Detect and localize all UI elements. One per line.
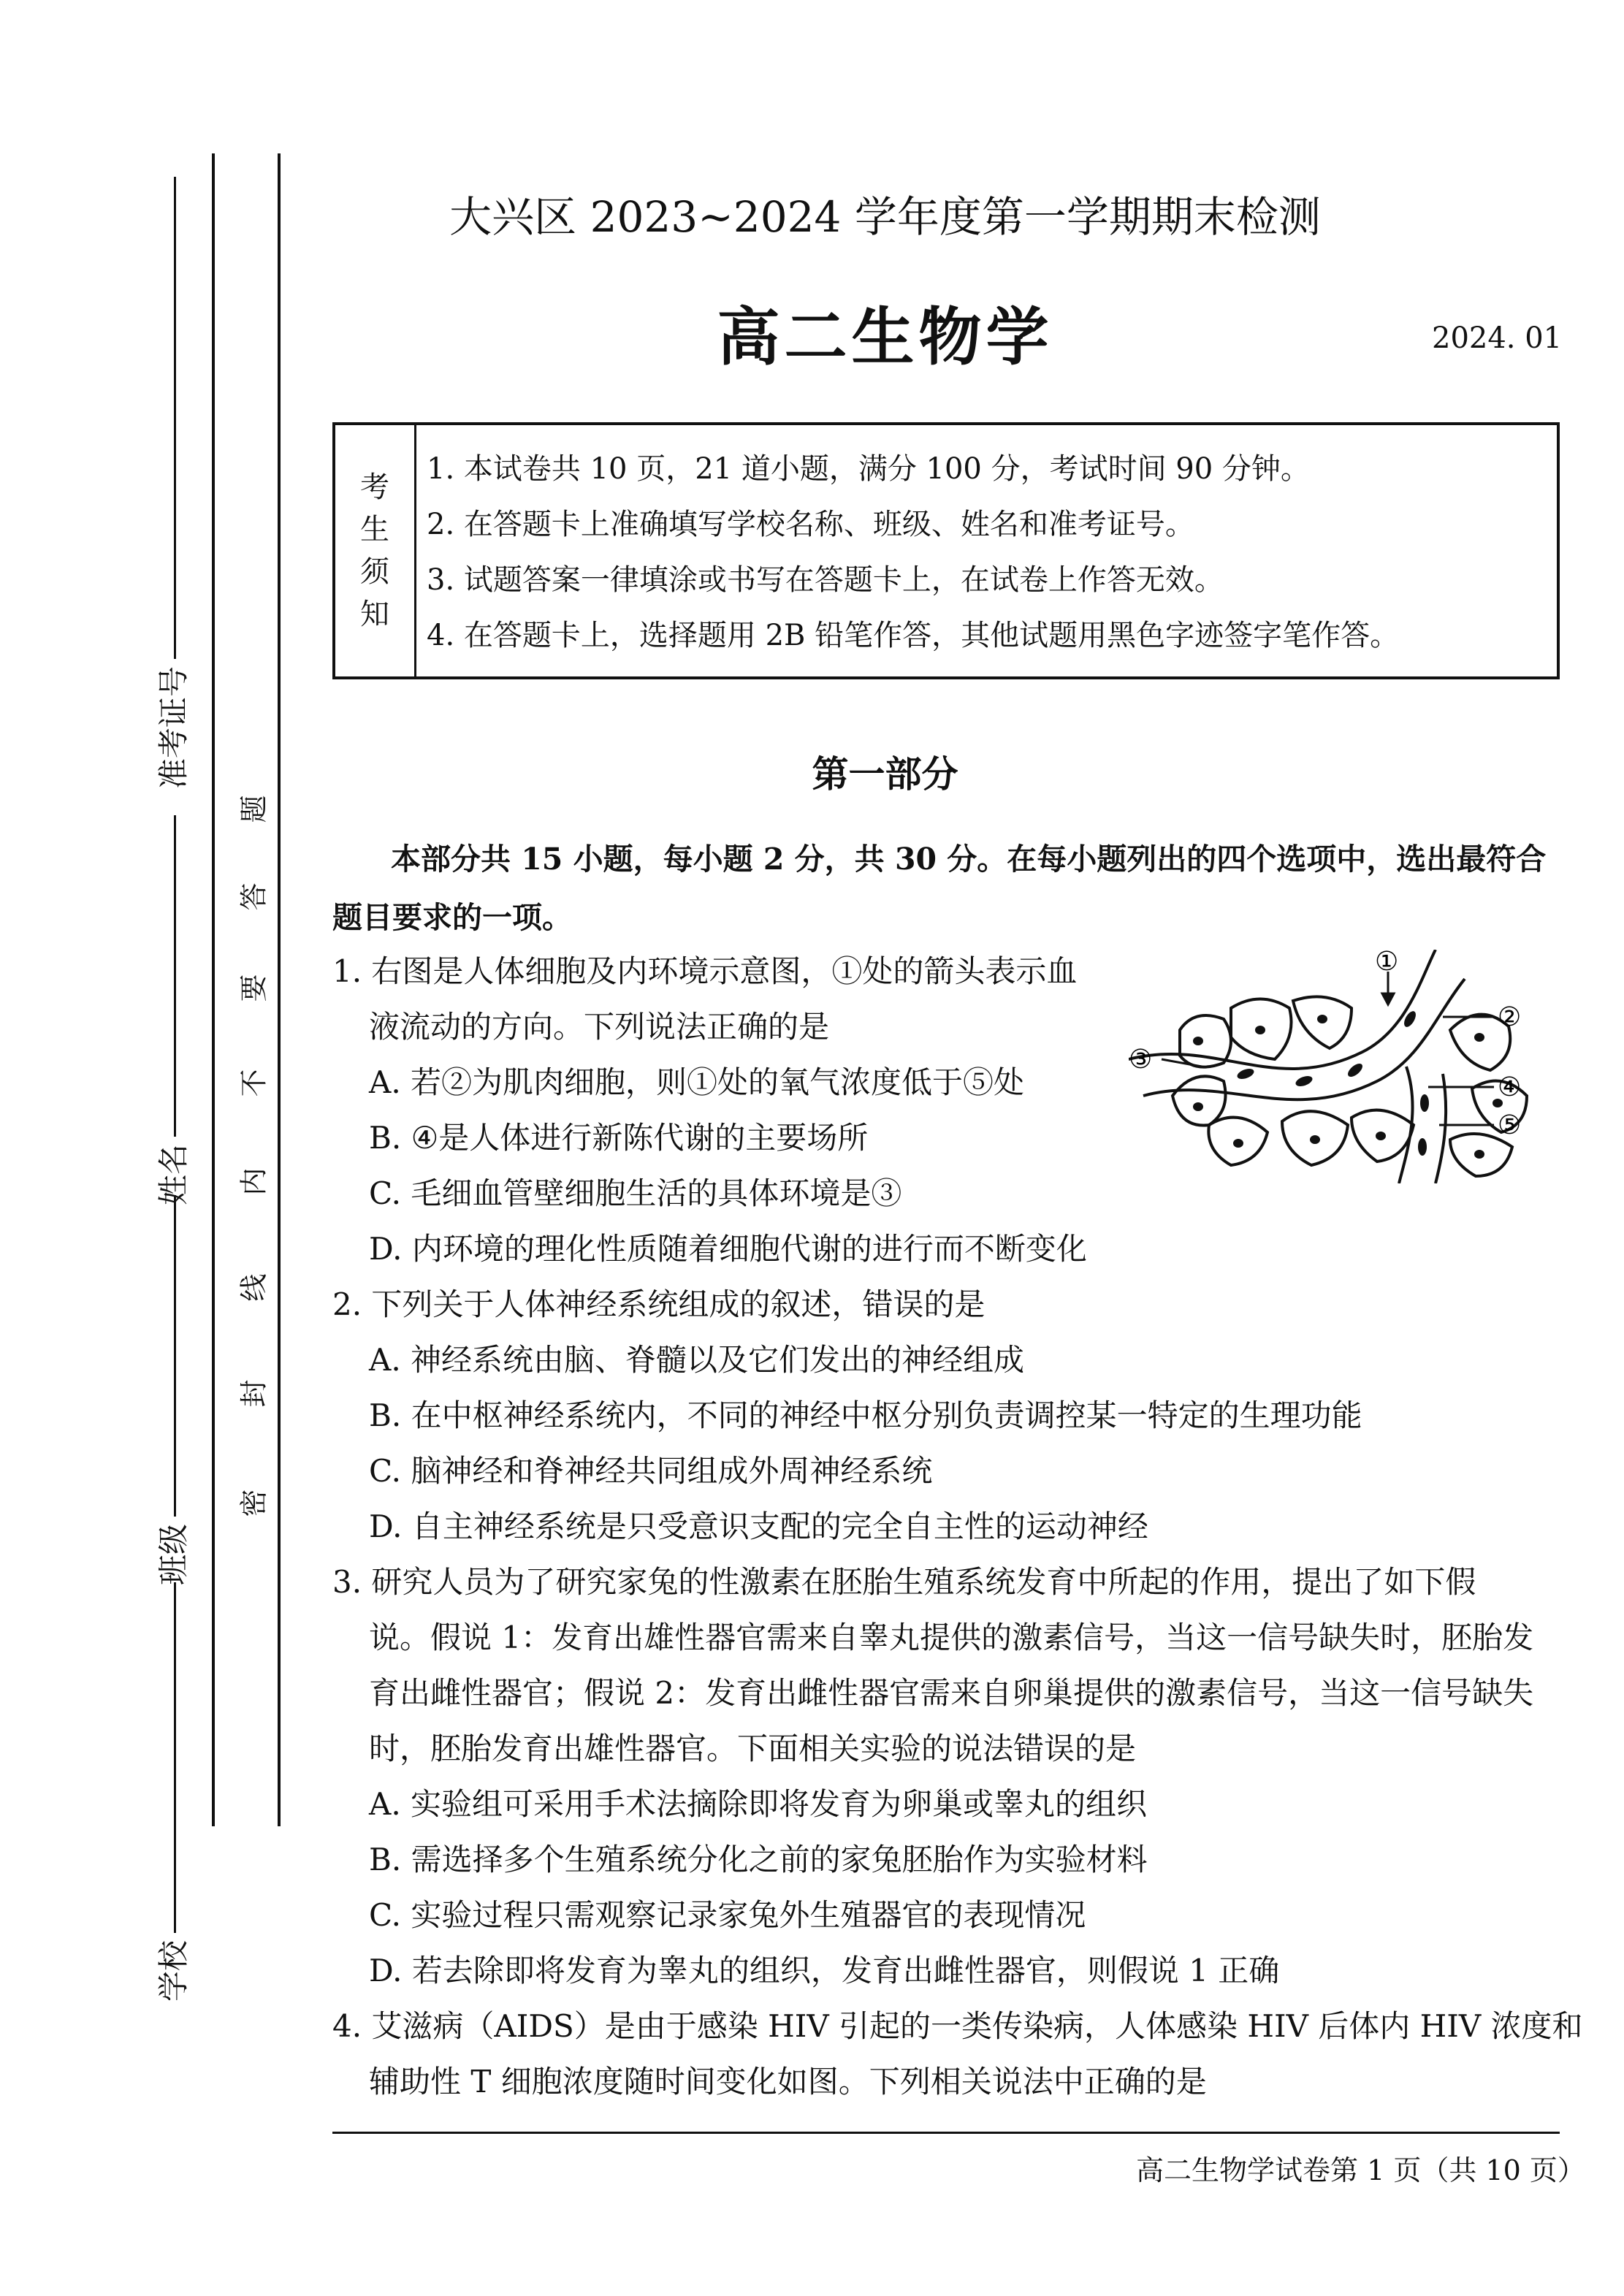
- notice-label-char: 知: [360, 598, 389, 631]
- q2-stem: 2. 下列关于人体神经系统组成的叙述，错误的是: [332, 1286, 986, 1322]
- seal-char: 封: [237, 1379, 270, 1408]
- seal-char: 要: [237, 974, 270, 1002]
- notice-line: 1. 本试卷共 10 页，21 道小题，满分 100 分，考试时间 90 分钟。: [427, 452, 1310, 486]
- margin-field-label: 姓名: [156, 1143, 191, 1205]
- q3-option-d: D. 若去除即将发育为睾丸的组织，发育出雌性器官，则假说 1 正确: [369, 1953, 1280, 1988]
- q3-stem: 时，胚胎发育出雄性器官。下面相关实验的说法错误的是: [369, 1731, 1137, 1766]
- notice-lines: [427, 441, 1399, 663]
- q1-option-d: D. 内环境的理化性质随着细胞代谢的进行而不断变化: [369, 1231, 1087, 1267]
- exam-date: 2024. 01: [1432, 321, 1563, 355]
- notice-label: [335, 425, 416, 676]
- part-instruction: 本部分共 15 小题，每小题 2 分，共 30 分。在每小题列出的四个选项中，选出最符合: [391, 842, 1547, 877]
- figure-label: ④: [1498, 1072, 1522, 1102]
- margin-field-label: 准考证号: [156, 665, 191, 789]
- seal-char: 题: [237, 795, 270, 823]
- q1-option-a: A. 若②为肌肉细胞，则①处的氧气浓度低于⑤处: [369, 1064, 1025, 1100]
- seal-char: 线: [237, 1273, 270, 1302]
- seal-char: 内: [237, 1167, 270, 1196]
- margin-field-label: 学校: [156, 1940, 191, 2002]
- q3-stem: 说。假说 1：发育出雄性器官需来自睾丸提供的激素信号，当这一信号缺失时，胚胎发: [369, 1620, 1534, 1655]
- subject-title: 高二生物学: [717, 301, 1053, 374]
- notice-box: [332, 422, 1560, 679]
- q1-cell-figure: [1129, 950, 1560, 1183]
- margin-field-school[interactable]: [150, 1582, 194, 2002]
- margin-field-name[interactable]: [150, 815, 194, 1205]
- figure-label: ③: [1129, 1045, 1153, 1075]
- seal-char: 答: [237, 882, 270, 911]
- notice-label-char: 考: [360, 470, 389, 504]
- q1-stem: 1. 右图是人体细胞及内环境示意图，①处的箭头表示血: [332, 953, 1078, 989]
- q2-option-d: D. 自主神经系统是只受意识支配的完全自主性的运动神经: [369, 1509, 1148, 1544]
- figure-label: ②: [1498, 1002, 1522, 1032]
- part-heading: 第一部分: [812, 753, 958, 796]
- seal-char: 密: [237, 1489, 270, 1517]
- q1-option-b: B. ④是人体进行新陈代谢的主要场所: [369, 1120, 869, 1156]
- notice-line: 3. 试题答案一律填涂或书写在答题卡上，在试卷上作答无效。: [427, 563, 1224, 597]
- q3-stem: 育出雌性器官；假说 2：发育出雌性器官需来自卵巢提供的激素信号，当这一信号缺失: [369, 1675, 1534, 1711]
- q2-option-a: A. 神经系统由脑、脊髓以及它们发出的神经组成: [369, 1342, 1025, 1378]
- exam-title: 大兴区 2023~2024 学年度第一学期期末检测: [449, 192, 1321, 242]
- seal-char: 不: [237, 1069, 270, 1097]
- q2-option-c: C. 脑神经和脊神经共同组成外周神经系统: [369, 1453, 933, 1489]
- q4-stem: 辅助性 T 细胞浓度随时间变化如图。下列相关说法中正确的是: [369, 2064, 1207, 2099]
- margin-field-exam-id[interactable]: [150, 177, 194, 789]
- figure-label: ⑤: [1498, 1110, 1522, 1140]
- notice-label-char: 须: [360, 555, 389, 589]
- margin-field-label: 班级: [156, 1523, 191, 1585]
- margin-rule-inner: [278, 153, 281, 1826]
- q2-option-b: B. 在中枢神经系统内，不同的神经中枢分别负责调控某一特定的生理功能: [369, 1397, 1362, 1433]
- page-footer: 高二生物学试卷第 1 页（共 10 页）: [1136, 2154, 1585, 2186]
- q1-option-c: C. 毛细血管壁细胞生活的具体环境是③: [369, 1175, 902, 1211]
- q3-option-a: A. 实验组可采用手术法摘除即将发育为卵巢或睾丸的组织: [369, 1786, 1148, 1822]
- margin-field-class[interactable]: [150, 1195, 194, 1585]
- notice-line: 2. 在答题卡上准确填写学校名称、班级、姓名和准考证号。: [427, 508, 1194, 541]
- figure-label: ①: [1375, 950, 1399, 977]
- q4-stem: 4. 艾滋病（AIDS）是由于感染 HIV 引起的一类传染病，人体感染 HIV 后体内 HIV 浓度和: [332, 2008, 1583, 2044]
- q3-option-c: C. 实验过程只需观察记录家兔外生殖器官的表现情况: [369, 1897, 1086, 1933]
- part-instruction: 题目要求的一项。: [332, 900, 572, 935]
- notice-line: 4. 在答题卡上，选择题用 2B 铅笔作答，其他试题用黑色字迹签字笔作答。: [427, 619, 1400, 652]
- notice-label-char: 生: [360, 513, 389, 546]
- footer-rule: [332, 2132, 1560, 2134]
- margin-rule-outer: [212, 153, 215, 1826]
- q3-option-b: B. 需选择多个生殖系统分化之前的家兔胚胎作为实验材料: [369, 1842, 1148, 1877]
- q1-stem: 液流动的方向。下列说法正确的是: [369, 1009, 830, 1045]
- q3-stem: 3. 研究人员为了研究家兔的性激素在胚胎生殖系统发育中所起的作用，提出了如下假: [332, 1564, 1476, 1600]
